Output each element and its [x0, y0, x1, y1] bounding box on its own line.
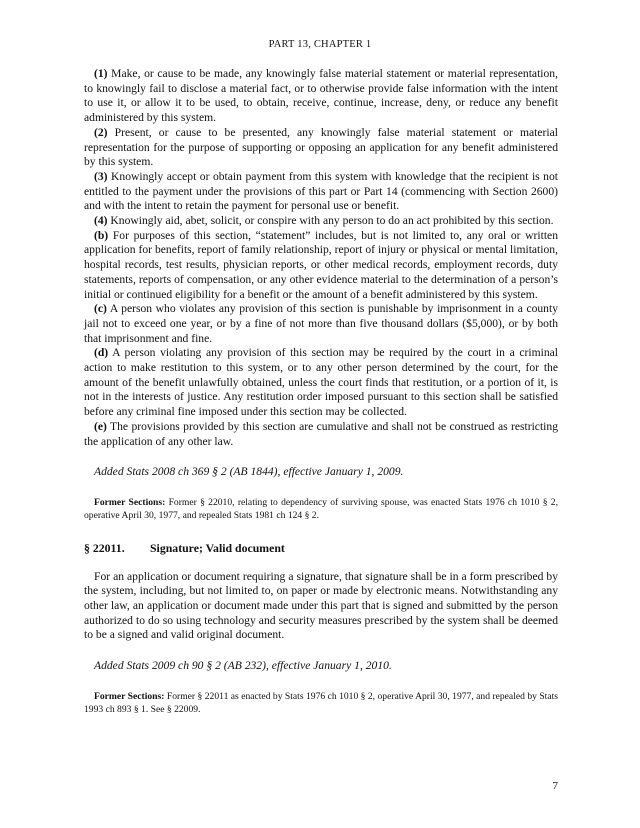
page-number: 7: [552, 780, 558, 792]
subdivision-label: (d): [94, 346, 109, 360]
section-body: For an application or document requiring a signature, that signature shall be in a form prescribed by the system, including, but not limited to, on paper or made by electronic means. Notwithstanding any other law, an application or document made under this part that is signed and submitted by the person authorized to do so using technology and security measures prescribed by the system shall be deemed to be a signed and valid original document.: [84, 569, 558, 642]
page-header: PART 13, CHAPTER 1: [268, 39, 372, 50]
former-sections-text: Former § 22011 as enacted by Stats 1976 ch 1010 § 2, operative April 30, 1977, and repealed by Stats 1993 ch 893 § 1. See § 22009.: [84, 690, 558, 716]
subdivision-text: Make, or cause to be made, any knowingly false material statement or material representation, to knowingly fail to disclose a material fact, or to otherwise provide false information with the intent to use it, or allow it to be used, to obtain, receive, continue, increase, deny, or reduce any benefit administered by this system.: [84, 67, 558, 125]
section-number: § 22011.: [84, 540, 125, 555]
subdivision-3: [84, 170, 558, 214]
history-note: Added Stats 2009 ch 90 § 2 (AB 232), effective January 1, 2010.: [94, 659, 392, 673]
subdivision-label: (3): [94, 169, 108, 183]
subdivision-text: For purposes of this section, “statement” includes, but is not limited to, any oral or written application for benefits, report of family relationship, report of injury or physical or mental limitation, hospital records, test results, physician reports, or other medical records, employment records, duty statements, reports of compensation, or any other evidence material to the determination of a person’s initial or continued eligibility for a benefit or the amount of a benefit administered by this system.: [84, 228, 558, 301]
section-title: Signature; Valid document: [150, 540, 285, 555]
subdivision-label: (c): [94, 302, 107, 316]
former-sections-note: [84, 496, 558, 523]
former-sections-note: [84, 690, 558, 717]
section-heading: [84, 541, 558, 556]
subdivision-text: A person who violates any provision of this section is punishable by imprisonment in a county jail not to exceed one year, or by a fine of not more than five thousand dollars ($5,000), or by both that imprisonment and fine.: [84, 302, 558, 345]
subdivision-b: [84, 229, 558, 303]
subdivision-c: [84, 302, 558, 346]
subdivision-label: (2): [94, 125, 108, 139]
former-sections-text: Former § 22010, relating to dependency of surviving spouse, was enacted Stats 1976 ch 1010 § 2, operative April 30, 1977, and repealed Stats 1981 ch 124 § 2.: [84, 496, 558, 522]
subdivision-text: Knowingly aid, abet, solicit, or conspire with any person to do an act prohibited by this section.: [107, 214, 554, 228]
history-note: Added Stats 2008 ch 369 § 2 (AB 1844), effective January 1, 2009.: [94, 465, 404, 479]
subdivision-text: The provisions provided by this section are cumulative and shall not be construed as restricting the application of any other law.: [84, 419, 558, 448]
page-content: [84, 67, 558, 717]
subdivision-4: [84, 214, 558, 229]
subdivision-label: (b): [94, 228, 109, 242]
subdivision-label: (1): [94, 67, 108, 80]
subdivision-e: [84, 420, 558, 449]
subdivision-label: (4): [94, 214, 108, 228]
subdivision-text: Knowingly accept or obtain payment from this system with knowledge that the recipient is not entitled to the payment under the provisions of this part or Part 14 (commencing with Section 2600) and with the intent to retain the payment for personal use or benefit.: [84, 169, 558, 213]
subdivision-1: [84, 67, 558, 126]
former-sections-label: Former Sections:: [94, 496, 166, 508]
subdivision-text: Present, or cause to be presented, any knowingly false material statement or material representation for the purpose of supporting or opposing an application for any benefit administered by this system.: [84, 125, 558, 169]
subdivision-text: A person violating any provision of this section may be required by the court in a criminal action to make restitution to this system, or to any other person determined by the court, for the amount of the benefit unlawfully obtained, unless the court finds that restitution, or a portion of it, is not in the interests of justice. Any restitution order imposed pursuant to this section shall be satisfied before any criminal fine imposed under this section may be collected.: [84, 346, 558, 419]
former-sections-label: Former Sections:: [94, 690, 165, 702]
subdivision-2: [84, 126, 558, 170]
subdivision-d: [84, 346, 558, 420]
subdivision-label: (e): [94, 419, 107, 433]
